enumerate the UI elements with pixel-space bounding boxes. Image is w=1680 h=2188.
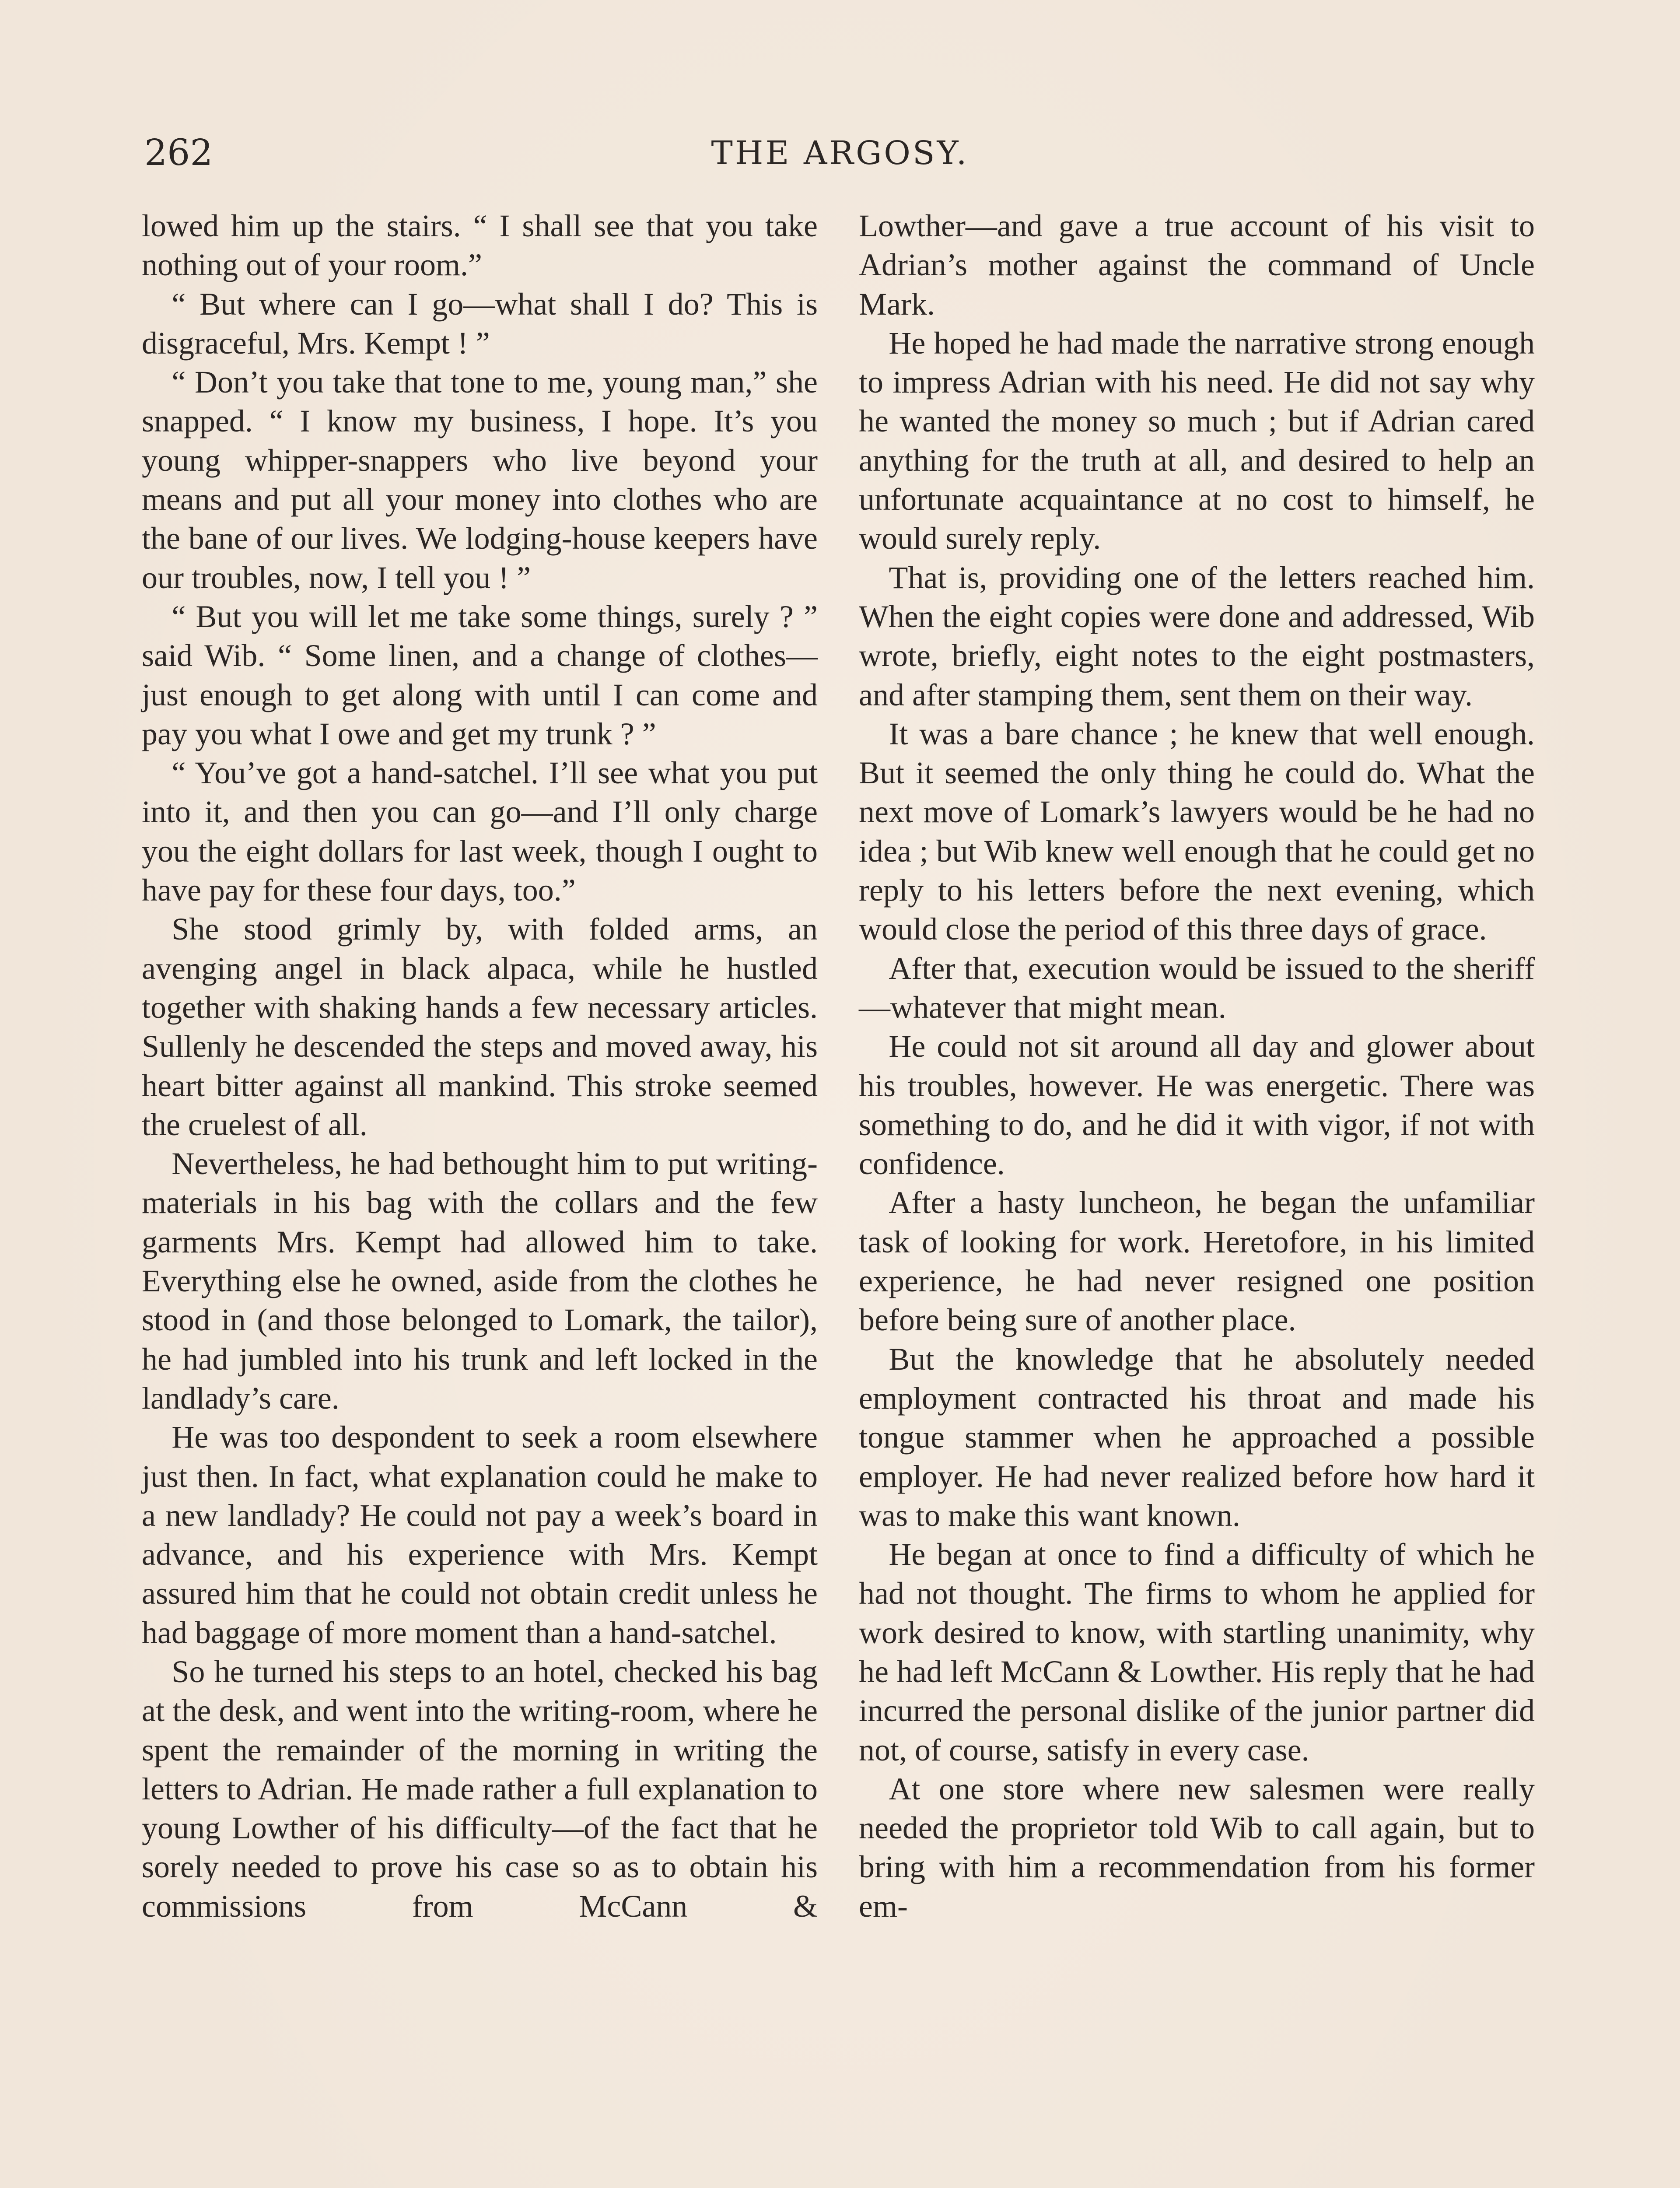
paragraph: It was a bare chance ; he knew that well enough. But it seemed the only thing he could do. What the next move of Lomark’s lawyers would be he had no idea ; but Wib knew well enough that he could get no reply to his letters before the next evening, which would close the period of this three days of grace. [859,716,1535,947]
paragraph: He began at once to find a difficulty of which he had not thought. The firms to whom he applied for work desired to know, with startling unanimity, why he had left McCann & Lowther. His reply that he had incurred the personal dislike of the junior partner did not, of course, satisfy in every case. [859,1537,1535,1767]
paragraph: “ You’ve got a hand-satchel. I’ll see what you put into it, and then you can go—and I’ll only charge you the eight dollars for last week, though I ought to have pay for these four days, too.” [142,755,818,908]
paragraph: He was too despondent to seek a room elsewhere just then. In fact, what explanation could he make to a new landlady? He could not pay a week’s board in advance, and his experience with Mrs. Kempt assured him that he could not obtain credit unless he had baggage of more moment than a hand-satchel. [142,1420,818,1650]
paragraph: Lowther—and gave a true account of his visit to Adrian’s mother against the command of Uncle Mark. [859,208,1535,322]
right-column [859,207,1535,1926]
paragraph: After that, execution would be issued to the sheriff—whatever that might mean. [859,950,1535,1025]
paragraph: But the knowledge that he absolutely needed employment contracted his throat and made his tongue stammer when he approached a possible employer. He had never realized before how hard it was to make this want known. [859,1341,1535,1533]
paragraph: After a hasty luncheon, he began the unfamiliar task of looking for work. Heretofore, in his limited experience, he had never resigned one position before being sure of another place. [859,1185,1535,1338]
paragraph: “ But you will let me take some things, surely ? ” said Wib. “ Some linen, and a change of clothes—just enough to get along with until I can come and pay you what I owe and get my trunk ? ” [142,599,818,751]
page-number: 262 [144,132,213,174]
paragraph: She stood grimly by, with folded arms, an avenging angel in black alpaca, while he hustled together with shaking hands a few necessary articles. Sullenly he descended the steps and moved away, his heart bitter against all mankind. This stroke seemed the cruelest of all. [142,912,818,1142]
paragraph: lowed him up the stairs. “ I shall see that you take nothing out of your room.” [142,208,818,283]
running-title: THE ARGOSY. [711,134,969,172]
paragraph: So he turned his steps to an hotel, checked his bag at the desk, and went into the writing-room, where he spent the remainder of the morning in writing the letters to Adrian. He made rather a full explanation to young Lowther of his difficulty—of the fact that he sorely needed to prove his case so as to obtain his commissions from McCann & [142,1654,818,1924]
paragraph: At one store where new salesmen were really needed the proprietor told Wib to call again, but to bring with him a recommendation from his former em- [859,1771,1535,1924]
paragraph: “ But where can I go—what shall I do? This is disgraceful, Mrs. Kempt ! ” [142,286,818,361]
paragraph: “ Don’t you take that tone to me, young man,” she snapped. “ I know my business, I hope. It’s you young whipper-snappers who live beyond your means and put all your money into clothes who are the bane of our lives. We lodging-house keepers have our troubles, now, I tell you ! ” [142,365,818,595]
paragraph: Nevertheless, he had bethought him to put writing-materials in his bag with the collars and the few garments Mrs. Kempt had allowed him to take. Everything else he owned, aside from the clothes he stood in (and those belonged to Lomark, the tailor), he had jumbled into his trunk and left locked in the landlady’s care. [142,1146,818,1416]
paragraph: That is, providing one of the letters reached him. When the eight copies were done and addressed, Wib wrote, briefly, eight notes to the eight postmasters, and after stamping them, sent them on their way. [859,560,1535,712]
paragraph: He could not sit around all day and glower about his troubles, however. He was energetic. There was something to do, and he did it with vigor, if not with confidence. [859,1029,1535,1182]
left-column [142,207,818,1926]
paragraph: He hoped he had made the narrative strong enough to impress Adrian with his need. He did not say why he wanted the money so much ; but if Adrian cared anything for the truth at all, and desired to help an unfortunate acquaintance at no cost to himself, he would surely reply. [859,325,1535,556]
page-header [144,127,1536,188]
